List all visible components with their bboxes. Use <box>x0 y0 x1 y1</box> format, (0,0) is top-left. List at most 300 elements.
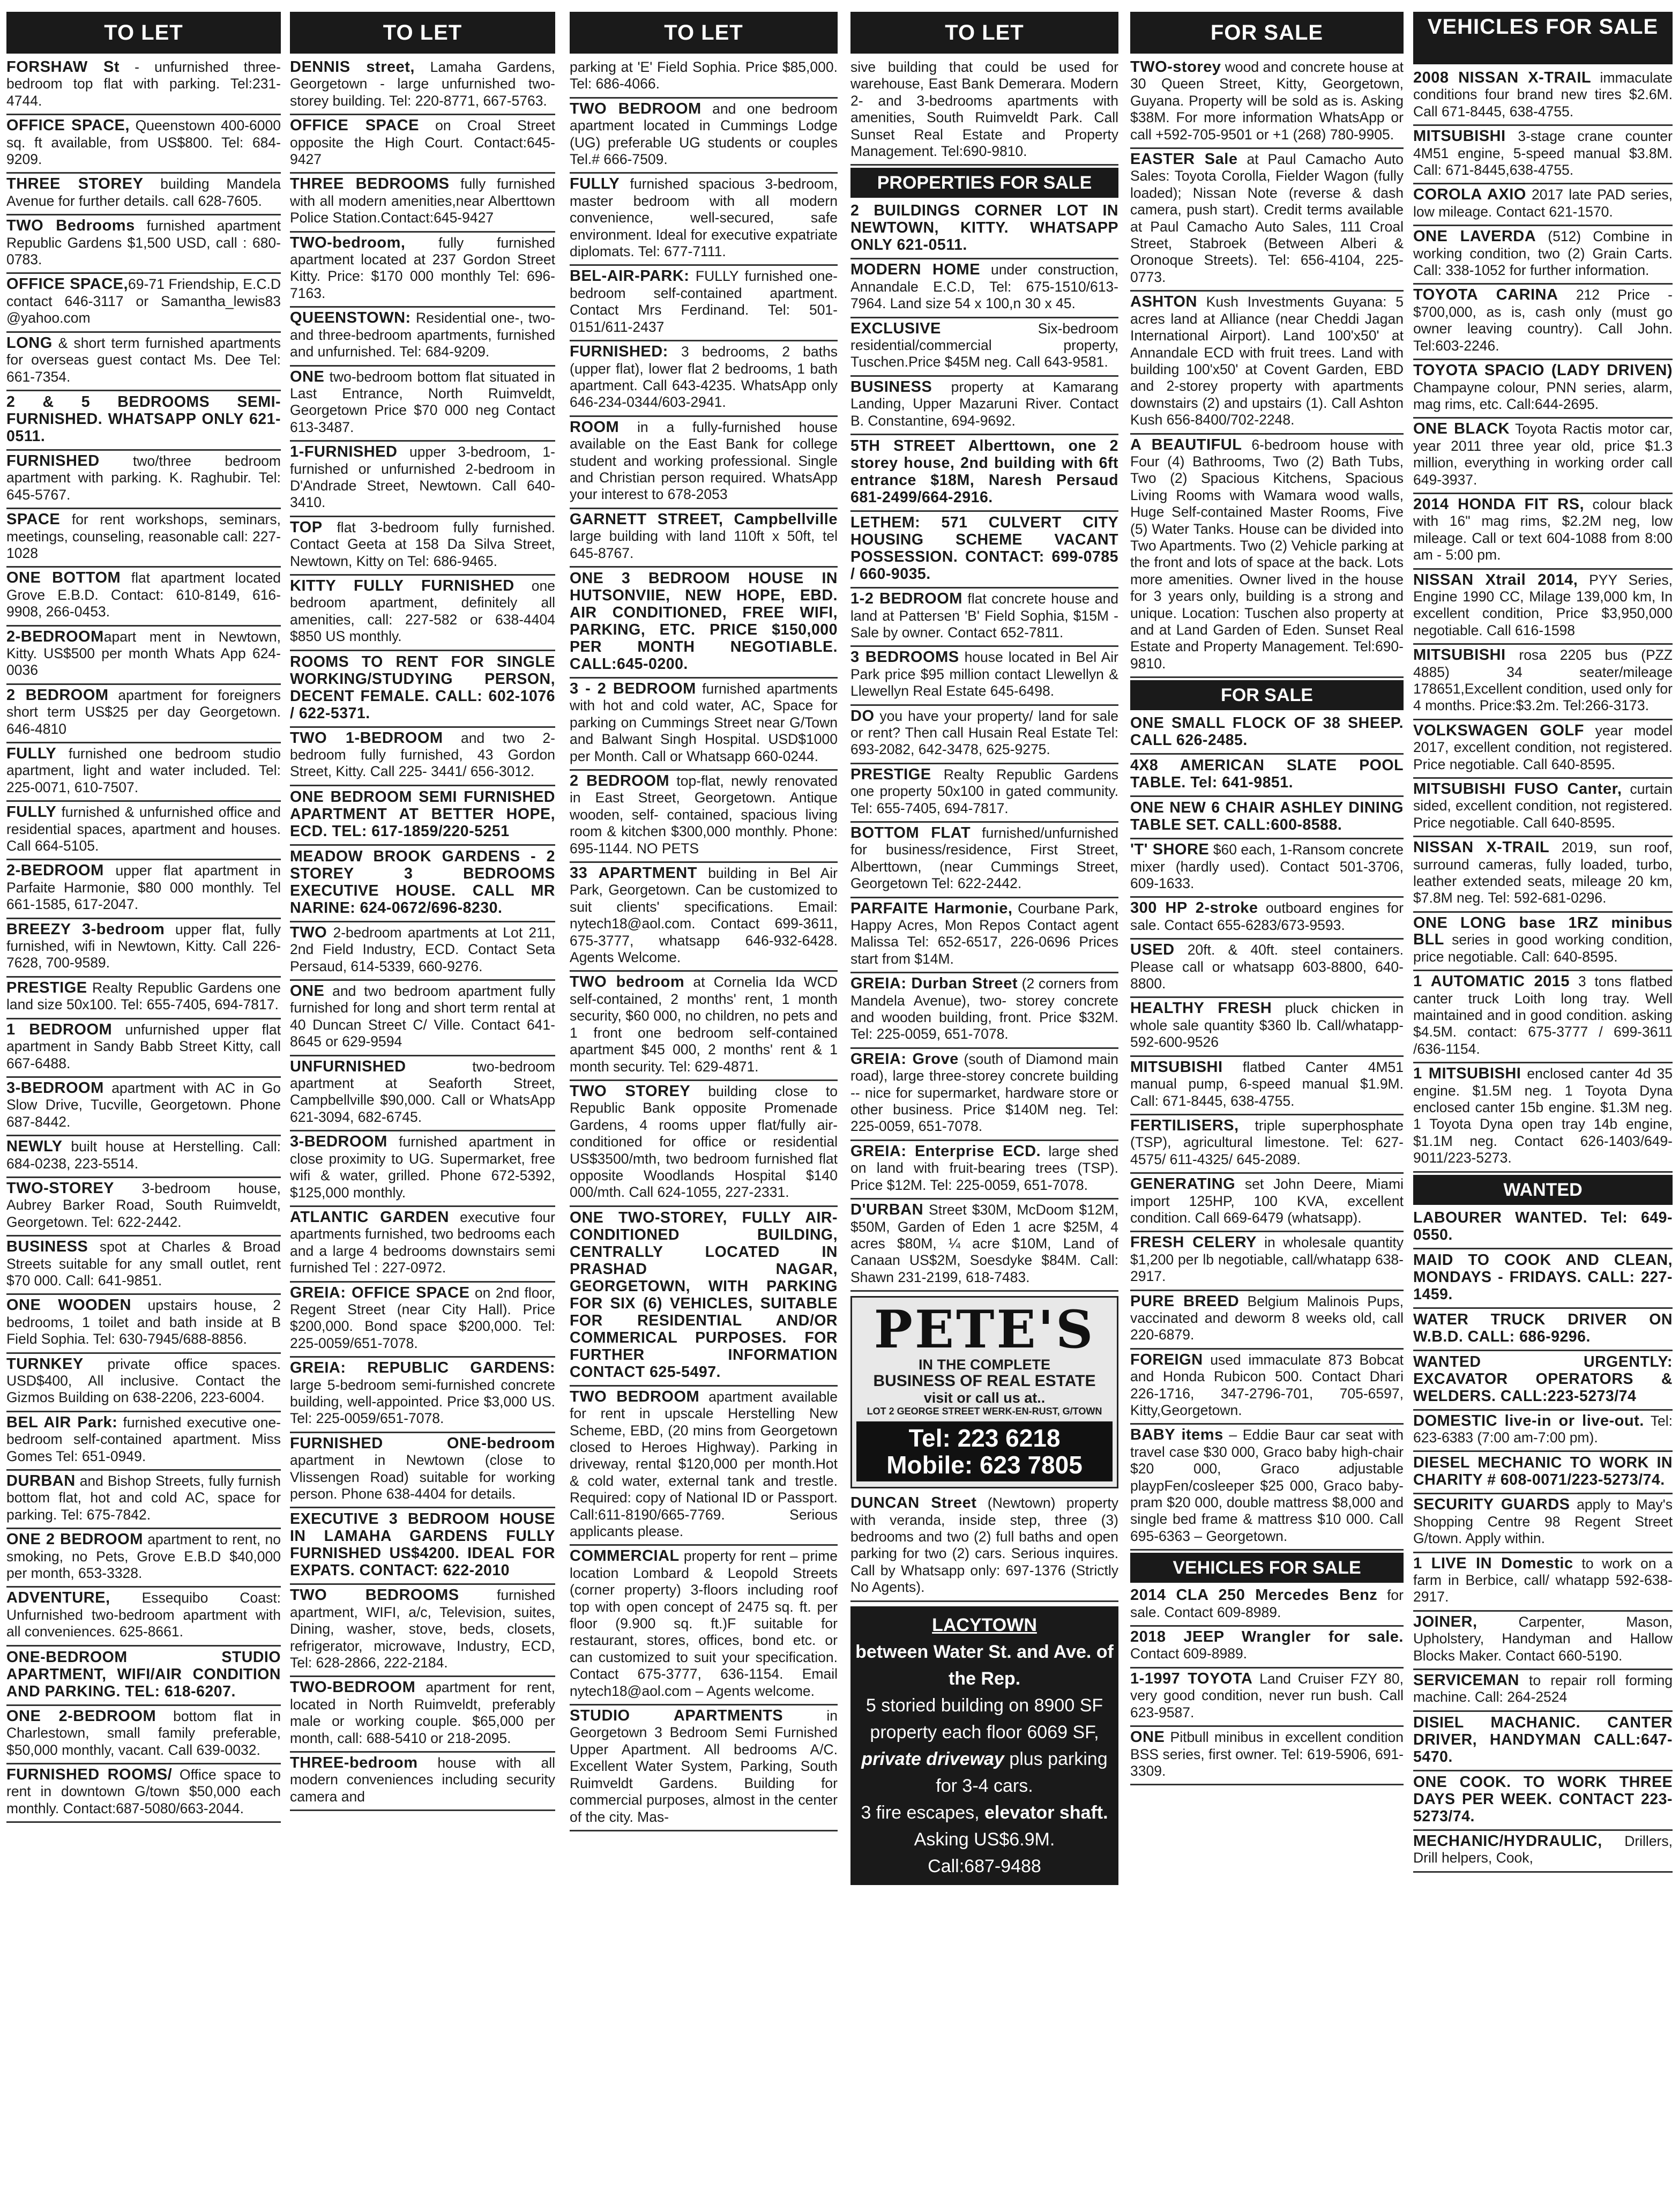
classified-ad <box>290 1207 555 1283</box>
ad-lead: MODERN HOME <box>850 261 981 279</box>
ad-body: Carpenter, Mason, Upholstery, Handyman and Hallow Blocks Maker. Contact 660-5190. <box>1413 1613 1673 1664</box>
ad-body: Office space to rent in downtown G/town $50,000 each monthly. Contact:687-5080/663-2044. <box>6 1766 281 1816</box>
classified-ad <box>570 509 838 568</box>
ad-body: at Cornelia Ida WCD self-contained, 2 months' rent, 1 month security, $60 000, no children, no pets and 1 front one bedroom self-contained apartment $45 000, 2 months' rent & 1 month security. Tel: 629-4871. <box>570 974 838 1075</box>
classified-ad <box>850 973 1118 1049</box>
ad-body: triple superphosphate (TSP), agricultural limestone. Tel: 627-4575/ 611-4325/ 645-2089. <box>1130 1117 1404 1167</box>
ad-lead: STUDIO APARTMENTS <box>570 1707 783 1725</box>
classified-ad <box>290 1585 555 1677</box>
ad-lead: 3 - 2 BEDROOM <box>570 680 696 697</box>
ad-lead: MEADOW BROOK GARDENS - 2 STOREY 3 BEDROOMS EXECUTIVE HOUSE. CALL MR NARINE: 624-0672/696-8230. <box>290 847 555 917</box>
ad-body: house located in Bel Air Park price $95 million contact Llewellyn & Llewellyn Real Estate 645-6498. <box>850 649 1118 699</box>
ad-lead: ONE BOTTOM <box>6 569 121 587</box>
ad-body: & short term furnished apartments for overseas guest contact Ms. Dee Tel: 661-7354. <box>6 334 281 385</box>
ad-lead: LONG <box>6 334 53 352</box>
classified-ad <box>850 318 1118 377</box>
ad-list <box>850 57 1118 166</box>
ad-lead: TWO <box>290 923 327 941</box>
ad-list <box>1130 1585 1404 1785</box>
ad-lead: THREE STOREY <box>6 175 144 193</box>
ad-body: on Croal Street opposite the High Court. Contact:645-9427 <box>290 117 555 168</box>
classified-ad <box>1413 1494 1673 1553</box>
ad-lead: 'T' SHORE <box>1130 841 1210 859</box>
ad-body: 212 Price - $700,000, as is, cash only (must go owner leaving country). Call John. Tel:603-2246. <box>1413 287 1673 354</box>
ad-body: – Eddie Baur car seat with travel case $30 000, Graco baby high-chair $20 000, Graco adjustable playpFen/cosleeper $25 000, Graco baby-pram $20 000, double mattress $8,000 and single bed frame & mattress $10 000. Call 695-6363 – Georgetown. <box>1130 1427 1404 1544</box>
ad-lead: TWO 1-BEDROOM <box>290 729 443 747</box>
ad-lead: 3 BEDROOMS <box>850 649 959 666</box>
ad-mobile: Mobile: 623 7805 <box>886 1451 1083 1479</box>
ad-lead: MITSUBISHI <box>1130 1058 1223 1076</box>
section-header-for-sale-2: FOR SALE <box>1130 680 1404 710</box>
ad-lead: THREE BEDROOMS <box>290 175 450 193</box>
ad-body: house with all modern conveniences including security camera and <box>290 1755 555 1805</box>
ad-body: Lamaha Gardens, Georgetown - large unfurnished two-storey building. Tel: 220-8771, 667-5763. <box>290 59 555 109</box>
ad-lead: 1-1997 TOYOTA <box>1130 1670 1253 1687</box>
classified-ad <box>1413 419 1673 494</box>
petes-real-estate-ad <box>850 1296 1118 1488</box>
ad-body: large 5-bedroom semi-furnished concrete building, well-appointed. Price $3,000 US. Tel: 225-0059/651-7078. <box>290 1376 555 1427</box>
classified-ad <box>1130 1627 1404 1669</box>
classified-ad <box>6 391 281 451</box>
column-6 <box>1413 12 1673 2207</box>
ad-body: immaculate conditions four brand new tires $2.6M. Call 671-8445, 638-4755. <box>1413 70 1673 120</box>
ad-body: 69-71 Friendship, E.C.D contact 646-3117 or Samantha_lewis83 @yahoo.com <box>6 276 281 326</box>
ad-lead: WANTED URGENTLY: EXCAVATOR OPERATORS & WELDERS. CALL:223-5273/74 <box>1413 1353 1673 1405</box>
classified-ad <box>290 786 555 846</box>
classified-ad <box>1130 755 1404 797</box>
classified-ad <box>1413 720 1673 779</box>
classified-ad <box>850 1493 1118 1602</box>
ad-lead: MECHANIC/HYDRAULIC, <box>1413 1832 1602 1850</box>
classified-ad <box>6 1354 281 1412</box>
ad-lead: 2018 JEEP Wrangler for sale. <box>1130 1628 1404 1646</box>
classified-ad <box>570 417 838 509</box>
classified-ad <box>1413 1351 1673 1411</box>
ad-list <box>1130 712 1404 1551</box>
ad-body: Residential one-, two- and three-bedroom apartments, furnished and unfurnished. Tel: 684-9209. <box>290 310 555 360</box>
classified-ad <box>1130 1115 1404 1174</box>
ad-list <box>850 200 1118 1292</box>
ad-lead: FERTILISERS, <box>1130 1116 1239 1134</box>
ad-body: property for rent – prime location Lombard & Leopold Streets (corner property) 3-floors including roof top with open concept of 2475 sq. ft. per floor (9.900 sq. ft.)F suitable for restaurant, stores, offices, bond etc. or can customized to suit your specification. Contact 675-3777, 636-1154. Email nytech18@aol.com – Agents welcome. <box>570 1548 838 1699</box>
classified-ad <box>570 99 838 174</box>
ad-lead: ONE LAVERDA <box>1413 228 1536 245</box>
classified-ad <box>6 451 281 509</box>
ad-lead: MITSUBISHI FUSO Canter, <box>1413 780 1622 798</box>
classified-ad <box>1130 998 1404 1056</box>
ad-lead: MITSUBISHI <box>1413 646 1506 664</box>
ad-lead: TURNKEY <box>6 1355 84 1373</box>
ad-lead: TWO-storey <box>1130 58 1221 76</box>
ad-lead: 3-BEDROOM <box>290 1133 387 1151</box>
classified-ad <box>6 860 281 919</box>
ad-lead: FURNISHED ROOMS/ <box>6 1766 173 1783</box>
ad-lead: TWO-STOREY <box>6 1179 115 1197</box>
classified-ad <box>850 259 1118 318</box>
ad-list <box>850 1493 1118 1602</box>
section-header-wanted: WANTED <box>1413 1175 1673 1205</box>
classified-ad <box>290 728 555 786</box>
ad-body: Contact 609-8989. <box>1130 1645 1248 1662</box>
ad-list <box>290 57 555 1811</box>
ad-body: Belgium Malinois Pups, vaccinated and deworm 8 weeks old, call 220-6879. <box>1130 1293 1404 1343</box>
ad-lead: ROOM <box>570 418 620 436</box>
classified-ad <box>6 1529 281 1588</box>
lacytown-ad <box>850 1606 1118 1885</box>
ad-lead: 1-FURNISHED <box>290 443 398 461</box>
classified-ad <box>1413 1670 1673 1712</box>
classified-ad <box>1130 797 1404 839</box>
ad-lead: ONE <box>290 368 325 385</box>
ad-lead: ATLANTIC GARDEN <box>290 1208 449 1226</box>
ad-lead: ADVENTURE, <box>6 1589 110 1607</box>
ad-lead: 5TH STREET Alberttown, one 2 storey house, 2nd building with 6ft entrance $18M, Naresh Persaud 681-2499/664-2916. <box>850 437 1118 507</box>
ad-lead: 2-BEDROOM <box>6 628 104 645</box>
ad-body: Realty Republic Gardens one property 50x100 in gated community. Tel: 655-7405, 694-7817. <box>850 766 1118 816</box>
ad-lead: THREE-bedroom <box>290 1754 418 1772</box>
classified-ad <box>290 1131 555 1207</box>
ad-body: fully furnished apartment located at 237 Gordon Street Kitty. Price: $170 000 monthly Tel: 696-7163. <box>290 234 555 301</box>
ad-body: for sale. Contact 609-8989. <box>1130 1587 1404 1620</box>
column-4 <box>850 12 1118 2207</box>
classified-ad <box>6 568 281 626</box>
section-header-vehicles-for-sale: VEHICLES FOR SALE <box>1413 12 1673 64</box>
classified-ad <box>1130 898 1404 940</box>
classified-ad <box>850 57 1118 166</box>
ad-lead: EXCLUSIVE <box>850 319 941 337</box>
ad-lead: 33 APARTMENT <box>570 865 697 882</box>
classified-ad <box>1130 149 1404 292</box>
ad-lead: JOINER, <box>1413 1613 1477 1630</box>
classified-ad <box>6 1078 281 1136</box>
ad-lead: 2-BEDROOM <box>6 862 104 880</box>
ad-lead: 1 LIVE IN Domestic <box>1413 1554 1573 1572</box>
ad-body: private office spaces. USD$400, All inclusive. Contact the Gizmos Building on 638-2206, 223-6004. <box>6 1355 281 1406</box>
ad-lead: 2 & 5 BEDROOMS SEMI-FURNISHED. WHATSAPP ONLY 621-0511. <box>6 393 281 445</box>
ad-lead: A BEAUTIFUL <box>1130 436 1242 453</box>
ad-body: for rent workshops, seminars, meetings, counseling, reasonable call: 227-1028 <box>6 511 281 561</box>
ad-lead: EXECUTIVE 3 BEDROOM HOUSE IN LAMAHA GARDENS FULLY FURNISHED US$4200. IDEAL FOR EXPATS. CONTACT: 622-2010 <box>290 1510 555 1580</box>
classified-ad <box>570 568 838 679</box>
classified-ad <box>6 1019 281 1078</box>
classified-ad <box>290 1677 555 1753</box>
ad-lead: FULLY <box>6 803 57 821</box>
classified-ad <box>1413 184 1673 226</box>
ad-body: one bedroom apartment, definitely all amenities, call: 227-582 or 638-4404 $850 US monthly. <box>290 577 555 645</box>
ad-lead: WATER TRUCK DRIVER ON W.B.D. CALL: 686-9296. <box>1413 1310 1673 1345</box>
ad-body: apartment in Newtown (close to Vlissengen Road) suitable for working person. Phone 638-4404 for details. <box>290 1452 555 1502</box>
ad-lead: PRESTIGE <box>850 765 931 783</box>
ad-lead: GARNETT STREET, Campbellville <box>570 510 838 528</box>
classified-ad <box>6 215 281 274</box>
ad-address: LOT 2 GEORGE STREET WERK-EN-RUST, G/TOWN <box>867 1406 1102 1417</box>
ad-body: and two bedroom apartment fully furnished for long and short term rental at 40 Duncan Street C/ Ville. Contact 641-8645 or 629-9594 <box>290 983 555 1050</box>
classified-ad <box>290 1508 555 1585</box>
ad-list <box>1413 68 1673 1173</box>
ad-body: apartment for rent, located in North Ruimveldt, preferably male or working couple. $65,000 per month, call: 688-5410 or 218-2095. <box>290 1679 555 1746</box>
classified-ad <box>6 1412 281 1471</box>
ad-lead: 2 BUILDINGS CORNER LOT IN NEWTOWN, KITTY. WHATSAPP ONLY 621-0511. <box>850 202 1118 254</box>
ad-body: 2-bedroom apartments at Lot 211, 2nd Field Industry, ECD. Contact Seta Persaud, 614-5339, 660-9276. <box>290 924 555 974</box>
ad-lead: FULLY <box>570 175 620 193</box>
ad-body: furnished apartment in close proximity to UG. Supermarket, free wifi & water, grilled. Phone 672-5392, $125,000 monthly. <box>290 1134 555 1201</box>
classified-ad <box>1130 57 1404 149</box>
classified-ad <box>1130 1727 1404 1785</box>
classified-ad <box>1413 913 1673 971</box>
ad-line: Asking US$6.9M. <box>914 1829 1055 1850</box>
ad-lead: ONE COOK. TO WORK THREE DAYS PER WEEK. CONTACT 223-5273/74. <box>1413 1773 1673 1825</box>
ad-body: unfurnished upper flat apartment in Sandy Babb Street Kitty, call 667-6488. <box>6 1021 281 1071</box>
ad-lead: GREIA: REPUBLIC GARDENS: <box>290 1359 555 1377</box>
ad-lead: COMMERCIAL <box>570 1547 680 1565</box>
classified-ad <box>1413 1831 1673 1873</box>
ad-lead: TWO BEDROOMS <box>290 1587 459 1604</box>
ad-lead: GREIA: OFFICE SPACE <box>290 1284 470 1301</box>
classified-ad <box>1130 940 1404 998</box>
ad-body: Essequibo Coast: Unfurnished two-bedroom apartment with all conveniences. 625-8661. <box>6 1590 281 1640</box>
ad-body: upper flat, fully furnished, wifi in Newtown, Kitty. Call 226-7628, 700-9589. <box>6 921 281 971</box>
ad-body: large building with land 110ft x 50ft, tel 645-8767. <box>570 528 838 561</box>
ad-body: (Newtown) property with veranda, inside step, three (3) bedrooms and two (2) full baths and open parking for two (2) cars. Serious inquires. Call by Whatsapp only: 697-1376 (Strictly No Agents). <box>850 1495 1118 1596</box>
classified-ad <box>1413 68 1673 126</box>
classified-ad <box>290 442 555 517</box>
ad-lead: DO <box>850 707 875 725</box>
ad-body: flat 3-bedroom fully furnished. Contact Geeta at 158 Da Silva Street, Newtown, Kitty on Tel: 686-9465. <box>290 519 555 569</box>
ad-body: sive building that could be used for warehouse, East Bank Demerara. Modern 2- and 3-bedrooms apartments with amenities, South Ruimveldt Park. Call Sunset Real Estate and Property Management. Tel:690-9810. <box>850 59 1118 160</box>
ad-body: two-bedroom apartment at Seaforth Street, Campbellville $90,000. Call or WhatsApp 621-3094, 682-6745. <box>290 1058 555 1125</box>
section-header-to-let: TO LET <box>570 12 838 54</box>
ad-lead: ROOMS TO RENT FOR SINGLE WORKING/STUDYING PERSON, DECENT FEMALE. CALL: 602-1076 / 622-5371. <box>290 653 555 722</box>
classified-ad <box>850 377 1118 435</box>
ad-body: in Georgetown 3 Bedroom Semi Furnished Upper Apartment. All bedrooms A/C. Excellent Water System, Parking, South Ruimveldt Gardens. Building for commercial purposes, almost in the center of the city. Mas- <box>570 1708 838 1825</box>
ad-line: IN THE COMPLETE <box>918 1357 1050 1373</box>
ad-body: wood and concrete house at 30 Queen Street, Kitty, Georgetown, Guyana. Property will be sold as is. Asking $38M. For more information WhatsApp or call +592-705-9501 or +1 (268) 780-9905. <box>1130 59 1404 143</box>
ad-lead: DENNIS street, <box>290 58 415 76</box>
ad-lead: ONE BEDROOM SEMI FURNISHED APARTMENT AT BETTER HOPE, ECD. TEL: 617-1859/220-5251 <box>290 788 555 840</box>
classified-ad <box>1413 837 1673 913</box>
ad-line: plus parking for 3-4 cars. <box>936 1748 1108 1796</box>
classified-ad <box>1413 1207 1673 1249</box>
classified-ad <box>1413 971 1673 1063</box>
classified-ad <box>1130 712 1404 755</box>
classified-ad <box>1413 1712 1673 1771</box>
ad-lead: TWO-BEDROOM <box>290 1679 416 1696</box>
ad-lead: TWO STOREY <box>570 1082 691 1100</box>
classified-ad <box>1130 1669 1404 1727</box>
classified-ad <box>290 1433 555 1509</box>
classified-ad <box>290 233 555 308</box>
ad-body: furnished one bedroom studio apartment, light and water included. Tel: 225-0071, 610-7507. <box>6 746 281 795</box>
classified-ad <box>1130 1057 1404 1115</box>
classified-ad <box>6 174 281 215</box>
ad-line: private driveway <box>861 1748 1004 1769</box>
classified-ad <box>290 651 555 728</box>
classified-ad <box>6 1647 281 1706</box>
classified-ad <box>570 679 838 771</box>
classified-ad <box>1413 1771 1673 1831</box>
classified-ad <box>1413 1249 1673 1309</box>
ad-lead: FULLY <box>6 745 57 762</box>
classified-ad <box>570 771 838 863</box>
classified-ad <box>570 57 838 99</box>
ad-lead: ONE WOODEN <box>6 1297 131 1314</box>
ad-lead: HEALTHY FRESH <box>1130 1000 1272 1017</box>
classified-ad <box>1413 226 1673 285</box>
ad-lead: DOMESTIC live-in or live-out. <box>1413 1412 1644 1429</box>
ad-line: 5 storied building on 8900 SF property each floor 6069 SF, <box>865 1695 1103 1742</box>
ad-lead: TWO BEDROOM <box>570 100 702 117</box>
classified-ad <box>1413 1063 1673 1172</box>
column-3 <box>570 12 838 2207</box>
classified-ad <box>1413 1411 1673 1453</box>
ad-body: apartment for foreigners short term US$25 per day Georgetown. 646-4810 <box>6 687 281 737</box>
classified-ad <box>850 1049 1118 1141</box>
column-5 <box>1130 12 1404 2207</box>
ad-body: top-flat, newly renovated in East Street, Georgetown. Antique wooden, self- contained, spacious living room & kitchen $300,000 monthly. Phone: 695-1144. NO PETS <box>570 773 838 857</box>
ad-body: furnished/unfurnished for business/residence, First Street, Alberttown, (near Cummings Street, Georgetown Tel: 622-2442. <box>850 824 1118 892</box>
classified-ad <box>1413 1612 1673 1670</box>
ad-lead: 2014 CLA 250 Mercedes Benz <box>1130 1587 1378 1604</box>
ad-body: parking at 'E' Field Sophia. Price $85,000. Tel: 686-4066. <box>570 59 838 92</box>
ad-body: 3 bedrooms, 2 baths (upper flat), lower flat 2 bedrooms, 1 bath apartment. Call 643-4235. WhatsApp only 646-234-0344/603-2941. <box>570 344 838 411</box>
ad-lead: FURNISHED ONE-bedroom <box>290 1434 555 1452</box>
ad-lead: FURNISHED <box>6 452 100 470</box>
ad-lead: SECURITY GUARDS <box>1413 1496 1570 1514</box>
ad-lead: ONE <box>1130 1729 1165 1746</box>
ad-body: Queenstown 400-6000 sq. ft available, from US$800. Tel: 684-9209. <box>6 117 281 168</box>
ad-body: year model 2017, excellent condition, not registered. Price negotiable. Call 640-8595. <box>1413 722 1673 772</box>
ad-body: Toyota Ractis motor car, year 2011 three year old, price $1.3 million, everything in working order call 649-3937. <box>1413 421 1673 488</box>
classified-ad <box>850 898 1118 974</box>
ad-lead: TWO BEDROOM <box>570 1388 700 1405</box>
classified-ad <box>6 978 281 1019</box>
classified-ad <box>6 1136 281 1178</box>
classified-ad <box>1413 494 1673 570</box>
ad-body: outboard engines for sale. Contact 655-6283/673-9593. <box>1130 900 1404 933</box>
ad-lead: ONE 2 BEDROOM <box>6 1531 143 1548</box>
ad-body: executive four apartments furnished, two bedrooms each and a large 4 bedrooms downstairs semi furnished Tel : 227-0972. <box>290 1209 555 1276</box>
ad-lead: 2 BEDROOM <box>6 686 109 704</box>
classified-ad <box>570 341 838 417</box>
ad-line: elevator shaft. <box>984 1802 1108 1823</box>
ad-body: series in good working condition, price negotiable. Call: 640-8595. <box>1413 932 1673 965</box>
classified-ad <box>1413 1553 1673 1612</box>
classified-ad <box>6 57 281 115</box>
ad-body: Drillers, Drill helpers, Cook, <box>1413 1833 1673 1866</box>
ad-body: you have your property/ land for sale or rent? Then call Husain Real Estate Tel: 693-2082, 642-3478, 625-9275. <box>850 707 1118 758</box>
ad-body: pluck chicken in whole sale quantity $360 lb. Call/whatapp- 592-600-9526 <box>1130 1000 1404 1051</box>
classified-ad <box>1413 1309 1673 1351</box>
ad-body: apartment to rent, no smoking, no Pets, Grove E.B.D $40,000 per month, 653-3328. <box>6 1531 281 1582</box>
ad-lead: PURE BREED <box>1130 1292 1240 1310</box>
ad-lead: DURBAN <box>6 1472 76 1490</box>
ad-lead: ONE <box>290 982 325 1000</box>
classified-ad <box>1130 292 1404 434</box>
classified-ad <box>570 972 838 1081</box>
classified-ad <box>1130 1585 1404 1627</box>
ad-lead: LABOURER WANTED. Tel: 649-0550. <box>1413 1209 1673 1243</box>
ad-body: upper flat apartment in Parfaite Harmonie, $80 000 monthly. Tel 661-1585, 617-2047. <box>6 862 281 913</box>
classified-ad <box>570 1207 838 1387</box>
ad-list <box>570 57 838 1831</box>
classified-ad <box>850 435 1118 512</box>
ad-lead: ONE LONG base 1RZ minibus BLL <box>1413 914 1673 949</box>
section-header-to-let: TO LET <box>6 12 281 54</box>
classified-ad <box>6 509 281 568</box>
ad-body: two/three bedroom apartment with parking. K. Raghubir. Tel: 645-5767. <box>6 452 281 503</box>
ad-lead: ONE SMALL FLOCK OF 38 SHEEP. CALL 626-2485. <box>1130 714 1404 749</box>
classified-ad <box>290 367 555 442</box>
ad-body: 3-bedroom house, Aubrey Barker Road, South Ruimveldt, Georgetown. Tel: 622-2442. <box>6 1180 281 1230</box>
classified-ad <box>6 333 281 391</box>
section-header-properties-for-sale: PROPERTIES FOR SALE <box>850 168 1118 198</box>
ad-body: 2017 late PAD series, low mileage. Contact 621-1570. <box>1413 187 1673 220</box>
ad-lead: FRESH CELERY <box>1130 1234 1257 1252</box>
ad-body: colour black with 16" mag rims, $2.2M neg, low mileage. Call or text 604-1088 from 8:00 am - 5:00 pm. <box>1413 496 1673 563</box>
ad-lead: BOTTOM FLAT <box>850 824 971 841</box>
classified-ad <box>1130 1350 1404 1425</box>
ad-lead: BABY items <box>1130 1426 1223 1444</box>
classified-ad <box>570 1705 838 1831</box>
ad-lead: VOLKSWAGEN GOLF <box>1413 721 1584 739</box>
ad-list <box>6 57 281 1823</box>
ad-lead: DUNCAN Street <box>850 1494 977 1512</box>
ad-body: furnished apartment, WIFI, a/c, Television, suites, Dining, washer, stove, beds, closets, refrigerator, microwave, Industry, ECD, Tel: 628-2866, 222-2184. <box>290 1587 555 1671</box>
ad-lead: ASHTON <box>1130 293 1197 311</box>
ad-body: built house at Herstelling. Call: 684-0238, 223-5514. <box>6 1138 281 1172</box>
ad-body: - unfurnished three-bedroom top flat with parking. Tel:231-4744. <box>6 59 281 109</box>
classified-ad <box>570 1081 838 1207</box>
ad-body: $60 each, 1-Ransom concrete mixer (hardly used). Contact 501-3706, 609-1633. <box>1130 841 1404 892</box>
ad-body: on 2nd floor, Regent Street (near City Hall). Price $200,000. Bond space $200,000. Tel: 225-0059/651-7078. <box>290 1284 555 1351</box>
ad-lead: MAID TO COOK AND CLEAN, MONDAYS - FRIDAYS. CALL: 227-1459. <box>1413 1251 1673 1303</box>
ad-body: under construction, Annandale E.C.D, Tel: 675-1510/613-7964. Land size 54 x 100,n 30 x 45. <box>850 262 1118 312</box>
ad-lead: EASTER Sale <box>1130 151 1238 168</box>
ad-body: apply to May's Shopping Centre 98 Regent Street G/town. Apply within. <box>1413 1496 1673 1547</box>
ad-body: flat apartment located Grove E.B.D. Contact: 610-8149, 616-9908, 266-0453. <box>6 570 281 620</box>
ad-lead: 2 BEDROOM <box>570 772 670 790</box>
classified-ad <box>6 1471 281 1529</box>
ad-body: flatbed Canter 4M51 manual pump, 6-speed manual $1.9M. Call: 671-8445, 638-4755. <box>1130 1059 1404 1109</box>
ad-body: curtain sided, excellent condition, not registered. Price negotiable. Call 640-8595. <box>1413 781 1673 831</box>
classified-ad <box>570 266 838 341</box>
ad-lead: NISSAN Xtrail 2014, <box>1413 571 1578 589</box>
ad-body: apart ment in Newtown, Kitty. US$500 per month Whats App 624-0036 <box>6 628 281 679</box>
classified-ad <box>850 512 1118 589</box>
ad-lead: OFFICE SPACE, <box>6 275 129 293</box>
classified-ad <box>1130 839 1404 898</box>
ad-body: furnished executive one-bedroom self-contained apartment. Miss Gomes Tel: 651-0949. <box>6 1414 281 1464</box>
classified-ad <box>6 1706 281 1764</box>
ad-body: Land Cruiser FZY 80, very good condition, never run bush. Call 623-9587. <box>1130 1670 1404 1721</box>
classified-ad <box>290 308 555 366</box>
classified-ad <box>1413 285 1673 360</box>
classified-ad <box>850 1200 1118 1292</box>
ad-lead: 1 BEDROOM <box>6 1021 113 1038</box>
ad-lead: 300 HP 2-stroke <box>1130 899 1258 917</box>
ad-body: enclosed canter 4d 35 engine. $1.5M neg. 1 Toyota Dyna enclosed canter 15b engine. $1.3M neg. 1 Toyota Dyna open tray 14b engine, $1.1M neg. Contact 626-1403/649-9011/223-5273. <box>1413 1066 1673 1166</box>
ad-lead: NEWLY <box>6 1138 63 1156</box>
column-1 <box>6 12 281 2207</box>
classified-ad <box>1413 645 1673 720</box>
ad-body: (south of Diamond main road), large three-storey concrete building -- nice for supermarket, hardware store or other business. Price $140M neg. Tel: 225-0059, 651-7078. <box>850 1051 1118 1135</box>
classified-ad <box>6 1764 281 1823</box>
ad-body: 3-stage crane counter 4M51 engine, 5-speed manual $3.8M. Call: 671-8445,638-4755. <box>1413 128 1673 178</box>
classified-ad <box>570 863 838 972</box>
ad-body: building in Bel Air Park, Georgetown. Can be customized to suit clients' specifications. Email: nytech18@aol.com. Contact 699-3611, 675-3777, whatsapp 646-932-6428. Agents Welcome. <box>570 865 838 966</box>
ad-body: property at Kamarang Landing, Upper Mazaruni River. Contact B. Constantine, 694-9692. <box>850 378 1118 429</box>
ad-lead: 1-2 BEDROOM <box>850 590 962 608</box>
